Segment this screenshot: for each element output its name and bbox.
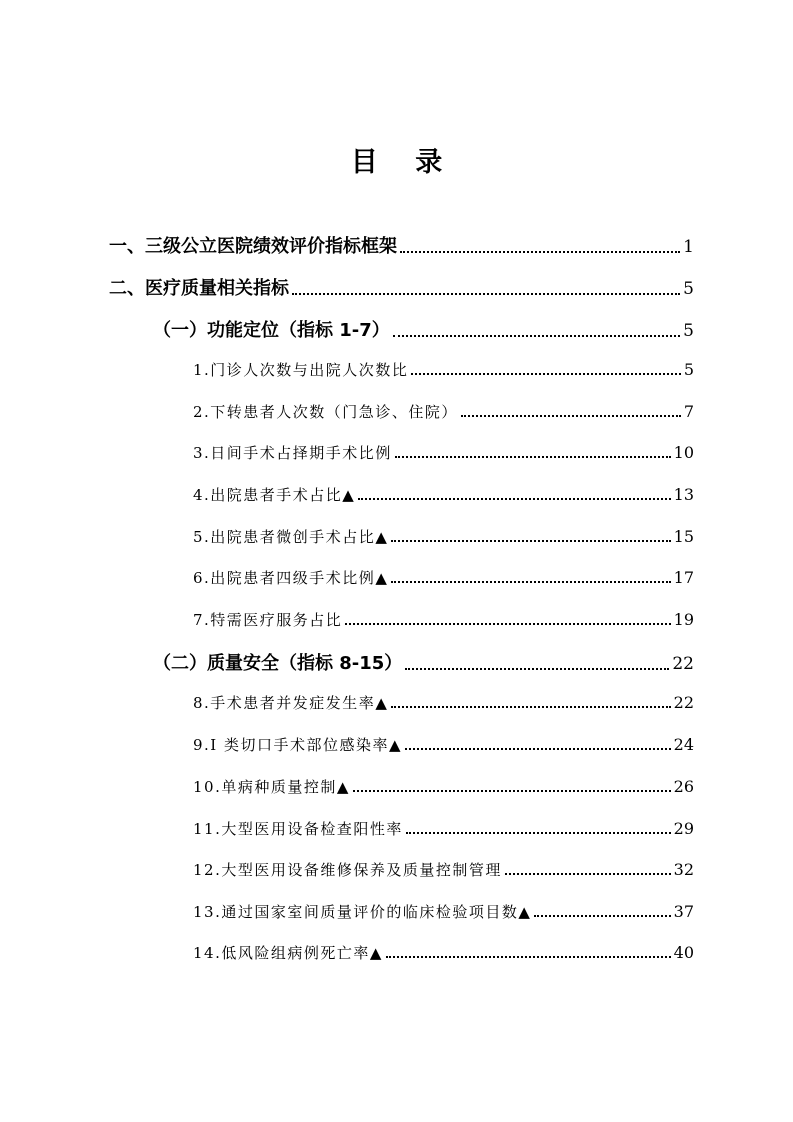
toc-entry-label: 4.出院患者手术占比▲	[193, 486, 356, 504]
toc-entry[interactable]	[193, 776, 694, 797]
toc-entry[interactable]	[193, 609, 694, 630]
toc-entry-label: 二、医疗质量相关指标	[109, 278, 289, 299]
toc-entry-label: 9.I 类切口手术部位感染率▲	[193, 736, 403, 754]
toc-entry-page: 1	[683, 237, 694, 257]
dot-leader	[386, 955, 671, 958]
toc-entry-page: 5	[683, 360, 694, 379]
dot-leader	[400, 250, 680, 253]
dot-leader	[395, 455, 671, 458]
dot-leader	[391, 580, 670, 583]
toc-entry[interactable]	[193, 818, 694, 839]
toc-entry-page: 26	[673, 777, 694, 796]
toc-entry-page: 7	[683, 402, 694, 421]
toc-entry[interactable]	[193, 359, 694, 380]
toc-entry-page: 37	[673, 902, 694, 921]
toc-entry[interactable]	[193, 859, 694, 880]
dot-leader	[353, 789, 671, 792]
dot-leader	[391, 705, 670, 708]
toc-entry-label: 5.出院患者微创手术占比▲	[193, 528, 389, 546]
dot-leader	[406, 831, 671, 834]
toc-entry[interactable]	[193, 442, 694, 463]
toc-entry[interactable]	[193, 692, 694, 713]
toc-entry[interactable]	[193, 484, 694, 505]
toc-entry-page: 24	[673, 735, 694, 754]
toc-entry-page: 22	[673, 693, 694, 712]
toc-entry-label: 一、三级公立医院绩效评价指标框架	[109, 236, 397, 257]
dot-leader	[345, 622, 670, 625]
toc-entry[interactable]	[193, 942, 694, 963]
toc-entry-page: 17	[673, 568, 694, 587]
page-title: 目 录	[350, 147, 457, 178]
dot-leader	[534, 914, 670, 917]
toc-entry[interactable]	[193, 901, 694, 922]
toc-entry-label: （二）质量安全（指标 8-15）	[153, 653, 403, 674]
toc-entry-page: 5	[683, 279, 694, 299]
dot-leader	[505, 872, 671, 875]
toc-entry-label: 7.特需医疗服务占比	[193, 611, 343, 629]
toc-entry-label: 6.出院患者四级手术比例▲	[193, 569, 389, 587]
toc-entry-page: 29	[673, 819, 694, 838]
toc-entry-label: 12.大型医用设备维修保养及质量控制管理	[193, 861, 502, 879]
toc-entry[interactable]	[109, 274, 694, 300]
dot-leader	[391, 539, 670, 542]
toc-entry-page: 22	[672, 654, 694, 674]
dot-leader	[411, 372, 680, 375]
toc-entry-label: 3.日间手术占择期手术比例	[193, 444, 392, 462]
toc-entry[interactable]	[193, 734, 694, 755]
toc-entry-label: 1.门诊人次数与出院人次数比	[193, 361, 409, 379]
dot-leader	[358, 497, 670, 500]
toc-entry[interactable]	[109, 232, 694, 258]
toc-entry-label: 14.低风险组病例死亡率▲	[193, 944, 383, 962]
toc-entry[interactable]	[193, 401, 694, 422]
dot-leader	[405, 747, 671, 750]
dot-leader	[393, 334, 680, 337]
toc-entry-label: 8.手术患者并发症发生率▲	[193, 694, 389, 712]
toc-entry-page: 15	[673, 527, 694, 546]
toc-entry[interactable]	[193, 567, 694, 588]
toc-entry-label: 2.下转患者人次数（门急诊、住院）	[193, 403, 458, 421]
dot-leader	[292, 292, 680, 295]
toc-entry-page: 13	[673, 485, 694, 504]
toc-entry-page: 32	[673, 860, 694, 879]
toc-entry-page: 5	[683, 321, 694, 341]
toc-entry-page: 10	[673, 443, 694, 462]
dot-leader	[405, 667, 669, 670]
toc-entry[interactable]	[153, 316, 694, 342]
toc-entry-page: 19	[673, 610, 694, 629]
toc-entry-label: （一）功能定位（指标 1-7）	[153, 320, 390, 341]
toc-entry-label: 10.单病种质量控制▲	[193, 778, 350, 796]
toc-entry[interactable]	[193, 526, 694, 547]
toc-entry[interactable]	[153, 649, 694, 675]
toc-entry-label: 13.通过国家室间质量评价的临床检验项目数▲	[193, 903, 532, 921]
toc-entry-label: 11.大型医用设备检查阳性率	[193, 820, 403, 838]
dot-leader	[461, 414, 681, 417]
toc-entry-page: 40	[673, 943, 694, 962]
